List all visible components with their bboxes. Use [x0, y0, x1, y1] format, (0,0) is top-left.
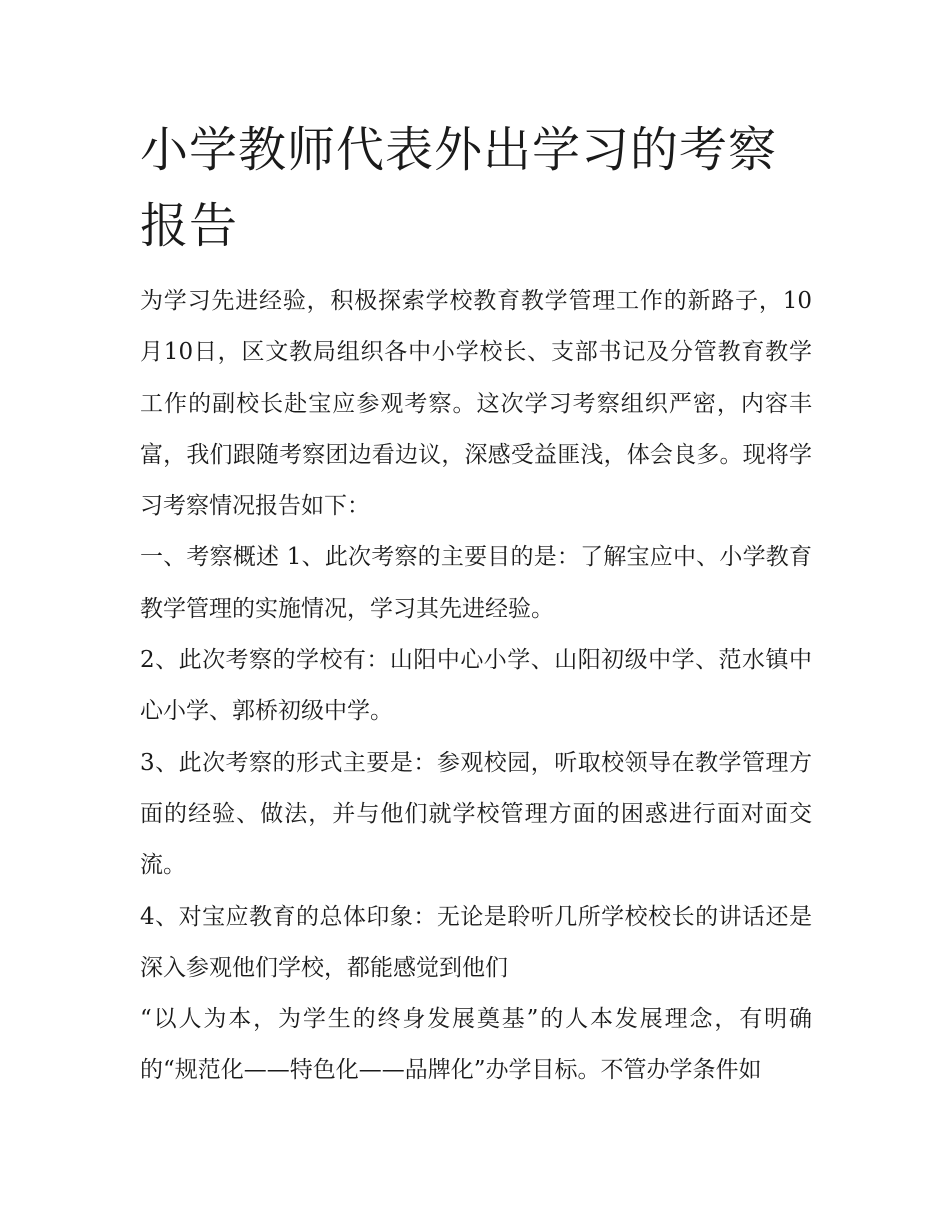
paragraph-intro: 为学习先进经验，积极探索学校教育教学管理工作的新路子，10月10日，区文教局组织各中小学校长、支部书记及分管教育教学工作的副校长赴宝应参观考察。这次学习考察组织严密，内容丰富，我们跟随考察团边看边议，深感受益匪浅，体会良多。现将学习考察情况报告如下： — [140, 288, 812, 520]
paragraph-schools: 2、此次考察的学校有：山阳中心小学、山阳初级中学、范水镇中心小学、郭桥初级中学。 — [140, 647, 812, 725]
paragraph-impression: 4、对宝应教育的总体印象：无论是聆听几所学校校长的讲话还是深入参观他们学校，都能感觉到他们 — [140, 903, 812, 981]
paragraph-format: 3、此次考察的形式主要是：参观校园，听取校领导在教学管理方面的经验、做法，并与他们就学校管理方面的困惑进行面对面交流。 — [140, 749, 812, 879]
paragraph-philosophy: “以人为本，为学生的终身发展奠基”的人本发展理念，有明确的“规范化——特色化——品牌化”办学目标。不管办学条件如 — [140, 1006, 812, 1084]
paragraph-overview: 一、考察概述 1、此次考察的主要目的是：了解宝应中、小学教育教学管理的实施情况，学习其先进经验。 — [140, 544, 812, 622]
document-body — [140, 276, 812, 1097]
document-title: 小学教师代表外出学习的考察报告 — [140, 122, 778, 254]
